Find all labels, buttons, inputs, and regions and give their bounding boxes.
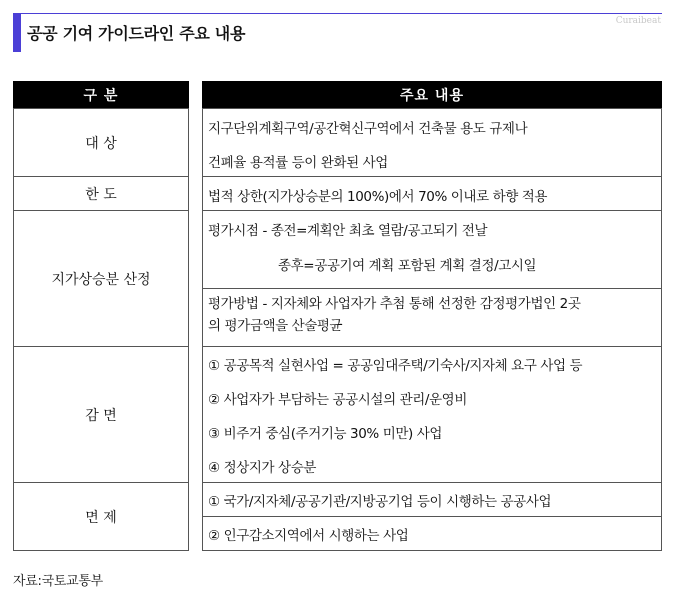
- content-exemption-1: [202, 483, 662, 517]
- content-reduction: [202, 347, 662, 483]
- content-line: ① 공공목적 실현사업 = 공공임대주택/기숙사/지자체 요구 사업 등: [208, 358, 583, 374]
- row-label-exemption: [13, 483, 189, 551]
- content-limit: [202, 177, 662, 211]
- top-rule: [13, 13, 662, 14]
- watermark: Curaibeat: [615, 16, 661, 26]
- content-line: 종후=공공기여 계획 포함된 계획 결정/고시일: [278, 258, 537, 274]
- row-label-text: 대 상: [85, 135, 117, 152]
- row-label-text: 한 도: [85, 186, 117, 203]
- content-column: [202, 81, 662, 551]
- content-line: ② 사업자가 부담하는 공공시설의 관리/운영비: [208, 392, 467, 408]
- content-line: ④ 정상지가 상승분: [208, 460, 316, 476]
- row-label-text: 면 제: [85, 509, 117, 526]
- content-line: 평가시점 - 종전=계획안 최초 열람/공고되기 전날: [208, 223, 488, 239]
- content-target: [202, 108, 662, 177]
- row-label-text: 지가상승분 산정: [51, 271, 151, 288]
- content-line: 건폐율 용적률 등이 완화된 사업: [208, 155, 388, 171]
- content-line: ③ 비주거 중심(주거기능 30% 미만) 사업: [208, 426, 443, 442]
- col-header-category: 구 분: [13, 81, 189, 108]
- content-line: 지구단위계획구역/공간혁신구역에서 건축물 용도 규제나: [208, 121, 528, 137]
- category-column: [13, 81, 189, 551]
- content-line: 의 평가금액을 산술평균: [208, 318, 343, 334]
- content-eval-method: [202, 289, 662, 347]
- row-label-land-value: [13, 211, 189, 347]
- row-label-reduction: [13, 347, 189, 483]
- row-label-target: [13, 108, 189, 177]
- content-exemption-2: [202, 517, 662, 551]
- row-label-text: 감 면: [85, 407, 117, 424]
- content-line: ① 국가/지자체/공공기관/지방공기업 등이 시행하는 공공사업: [208, 494, 552, 510]
- col-header-content: 주요 내용: [202, 81, 662, 108]
- content-line: 법적 상한(지가상승분의 100%)에서 70% 이내로 하향 적용: [208, 189, 548, 205]
- source-note: 자료:국토교통부: [13, 574, 103, 589]
- content-eval-timing: [202, 211, 662, 289]
- title-accent-bar: [13, 14, 21, 52]
- page-title: 공공 기여 가이드라인 주요 내용: [27, 24, 246, 43]
- content-line: 평가방법 - 지자체와 사업자가 추첨 통해 선정한 감정평가법인 2곳: [208, 296, 581, 312]
- content-line: ② 인구감소지역에서 시행하는 사업: [208, 528, 409, 544]
- row-label-limit: [13, 177, 189, 211]
